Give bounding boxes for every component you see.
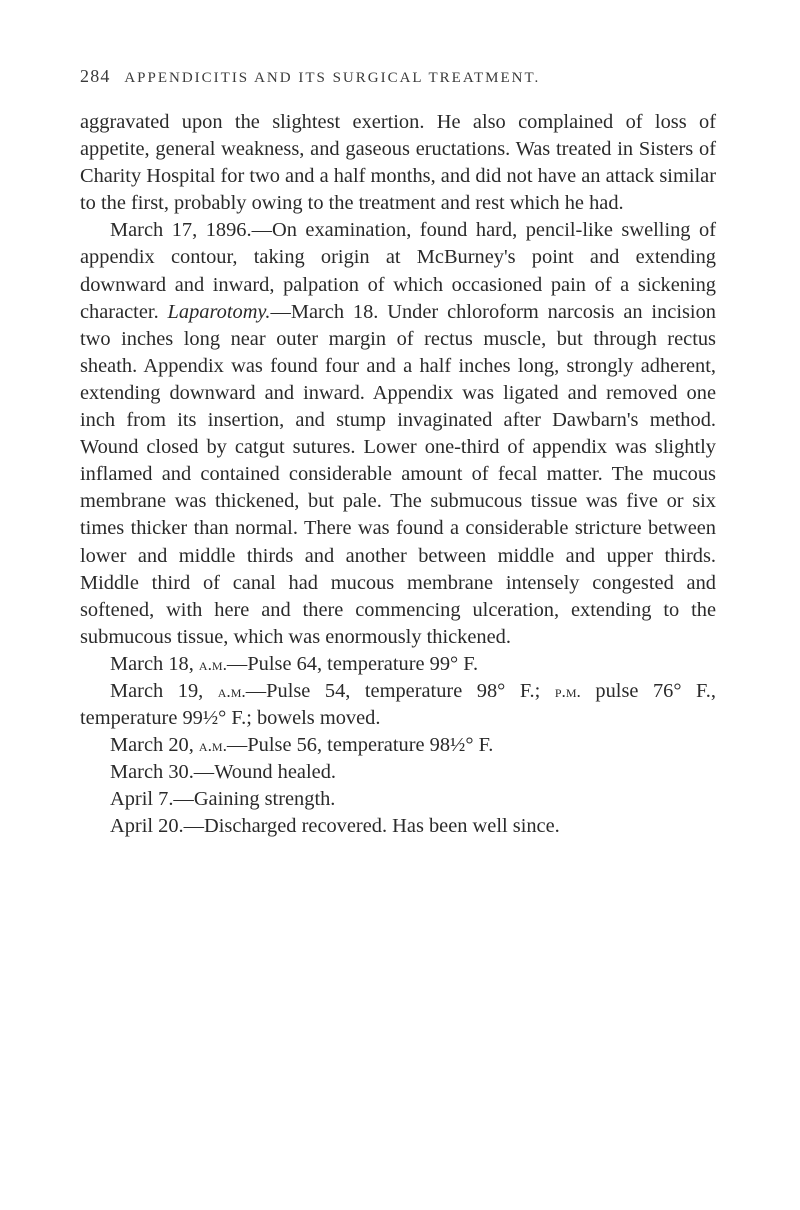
- paragraph-march-19: [80, 678, 716, 732]
- entry-date: March 18,: [110, 652, 194, 675]
- page-body: [80, 109, 716, 841]
- running-header: [80, 66, 716, 87]
- laparotomy-heading: Laparotomy.: [167, 300, 271, 323]
- paragraph-examination: [80, 217, 716, 651]
- paragraph: aggravated upon the slightest exertion. He also complained of loss of appetite, general weakness, and gaseous eructations. Was treated in Sisters of Charity Hospital for two and a half months, and did not have an attack similar to the first, probably owing to the treatment and rest which he had.: [80, 111, 716, 215]
- am-marker: a.m.: [198, 736, 227, 756]
- entry-text: —Pulse 56, temperature 98½° F.: [226, 734, 494, 757]
- laparotomy-text: —March 18. Under chloroform narcosis an incision two inches long near outer margin of rectus muscle, but through rectus sheath. Appendix was found four and a half inches long, strongly adherent, extending downward and inward. Appendix was ligated and removed one inch from its insertion, and stump invaginated after Dawbarn's method. Wound closed by catgut sutures. Lower one-third of appendix was slightly inflamed and contained considerable amount of fecal matter. The mucous membrane was thickened, but pale. The submucous tissue was five or six times thicker than normal. There was found a considerable stricture between lower and middle thirds and another between middle and upper thirds. Middle third of canal had mucous membrane intensely congested and softened, with here and there commencing ulceration, extending to the submucous tissue, which was enormously thickened.: [80, 300, 716, 648]
- paragraph-march-20: [80, 732, 716, 759]
- entry-text: —Pulse 64, temperature 99° F.: [226, 652, 479, 675]
- paragraph-april-20: April 20.—Discharged recovered. Has been well since.: [110, 815, 560, 838]
- running-title: APPENDICITIS AND ITS SURGICAL TREATMENT.: [124, 70, 541, 86]
- entry-text-continued: pulse 76° F., temperature 99½° F.; bowels moved.: [80, 679, 716, 730]
- entry-date: March 19,: [110, 679, 204, 702]
- paragraph-april-7: April 7.—Gaining strength.: [110, 788, 336, 811]
- pm-marker: p.m.: [554, 681, 581, 701]
- entry-date: March 20,: [110, 734, 194, 757]
- examination-text: March 17, 1896.—On examination, found hard, pencil-like swelling of appendix contour, taking origin at McBurney's point and extending downward and inward, palpation of which occasioned pain of a sickening character.: [80, 219, 716, 323]
- paragraph-march-18: [80, 651, 716, 678]
- am-marker: a.m.: [217, 681, 246, 701]
- am-marker: a.m.: [198, 654, 227, 674]
- page-number: 284: [80, 66, 111, 86]
- entry-text: —Pulse 54, temperature 98° F.;: [245, 679, 541, 702]
- paragraph-march-30: March 30.—Wound healed.: [110, 761, 336, 784]
